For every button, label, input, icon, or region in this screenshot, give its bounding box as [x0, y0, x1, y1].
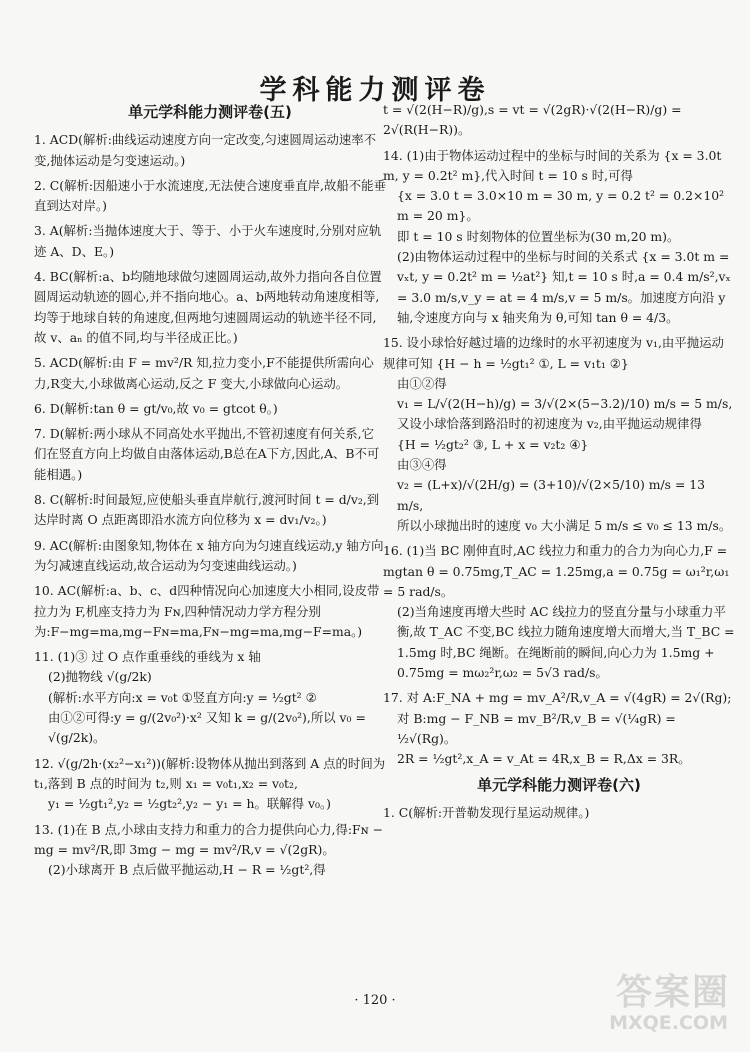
answer-text: 1. ACD(解析:曲线运动速度方向一定改变,匀速圆周运动速率不变,抛体运动是匀变速运动。) — [34, 132, 377, 168]
answer-text: 对 B:mg − F_NB = mv_B²/R,v_B = √(¼gR) = ½√(Rg)。 — [397, 710, 676, 746]
answer-text: (2)当角速度再增大些时 AC 线拉力的竖直分量与小球重力平衡,故 T_AC 不变,BC 线拉力随角速度增大而增大,当 T_BC = 1.5mg 时,BC 绳断。在绳断前的瞬间,向心力为 1.5mg + 0.75mg = mω₂²r,ω₂ = 5√3 rad/s。 — [397, 604, 735, 681]
answer-text: 10. AC(解析:a、b、c、d四种情况向心加速度大小相同,设皮带拉力为 F,机座支持力为 Fɴ,四种情况动力学方程分别为:F−mg=ma,mg−Fɴ=ma,Fɴ−mg=ma,mg−F=ma。) — [34, 583, 380, 639]
section-title: 单元学科能力测评卷(六) — [477, 775, 641, 794]
answer-text: v₂ = (L+x)/√(2H/g) = (3+10)/√(2×5/10) m/s = 13 m/s, — [397, 477, 706, 513]
answer-text: 5. ACD(解析:由 F = mv²/R 知,拉力变小,F不能提供所需向心力,R变大,小球做离心运动,反之 F 变大,小球做向心运动。 — [34, 355, 374, 391]
answer-item — [34, 221, 386, 262]
answer-item — [383, 688, 735, 769]
watermark — [600, 964, 730, 1034]
answer-text: (2)由物体运动过程中的坐标与时间的关系式 {x = 3.0t m = vₓt, y = 0.2t² m = ½at²} 知,t = 10 s 时,a = 0.4 m/s²,vₓ = 3.0 m/s,v_y = at = 4 m/s,v = 5 m/s。加速度方向沿 y 轴,令速度方向与 x 轴夹角为 θ,可知 tan θ = 4/3。 — [397, 249, 731, 325]
answer-text: v₁ = L/√(2(H−h)/g) = 3/√(2×(5−3.2)/10) m/s = 5 m/s, — [397, 396, 733, 412]
answer-item — [34, 754, 386, 815]
answer-item — [34, 267, 386, 348]
answer-text: 由①②得 — [397, 375, 447, 391]
answer-text: y₁ = ½gt₁²,y₂ = ½gt₂²,y₂ − y₁ = h。联解得 v₀。) — [48, 796, 331, 812]
answer-item — [34, 424, 386, 485]
answer-text: 由③④得 — [397, 457, 447, 473]
right-column — [383, 100, 735, 828]
answer-text: 即 t = 10 s 时刻物体的位置坐标为(30 m,20 m)。 — [397, 228, 680, 244]
answer-text: {x = 3.0 t = 3.0×10 m = 30 m, y = 0.2 t² = 0.2×10² m = 20 m}。 — [397, 188, 725, 224]
answer-text: 8. C(解析:时间最短,应使船头垂直岸航行,渡河时间 t = d/v₂,到达岸时离 O 点距离即沿水流方向位移为 x = dv₁/v₂。) — [34, 492, 380, 528]
page-number: · 120 · — [354, 993, 396, 1008]
answer-text: 13. (1)在 B 点,小球由支持力和重力的合力提供向心力,得:Fɴ − mg = mv²/R,即 3mg − mg = mv²/R,v = √(2gR)。 — [34, 821, 383, 857]
answer-item — [34, 353, 386, 394]
answer-item — [383, 541, 735, 683]
answer-text: {H = ½gt₂² ③, L + x = v₂t₂ ④} — [397, 436, 589, 452]
answer-item — [383, 146, 735, 329]
answer-text: 由①②可得:y = g/(2v₀²)·x² 又知 k = g/(2v₀²),所以 v₀ = √(g/2k)。 — [48, 710, 366, 746]
answer-text: 16. (1)当 BC 刚伸直时,AC 线拉力和重力的合力为向心力,F = mgtan θ = 0.75mg,T_AC = 1.25mg,a = 0.75g = ω₁²r,ω₁ = 5 rad/s。 — [383, 543, 730, 599]
watermark-logo: 答案圈 — [615, 972, 730, 1013]
answer-text: 4. BC(解析:a、b均随地球做匀速圆周运动,故外力指向各自位置圆周运动轨迹的圆心,并不指向地心。a、b两地转动角速度相等,均等于地球自转的角速度,但两地匀速圆周运动的轨迹半径不同,故 v、aₙ 的值不同,均与半径成正比。) — [34, 269, 382, 345]
answer-text: 11. (1)③ 过 O 点作重垂线的垂线为 x 轴 — [34, 649, 261, 665]
answer-text: t = √(2(H−R)/g),s = vt = √(2gR)·√(2(H−R)/g) = 2√(R(H−R))。 — [383, 102, 682, 138]
answer-text: 6. D(解析:tan θ = gt/v₀,故 v₀ = gtcot θ。) — [34, 400, 278, 416]
answer-item — [34, 490, 386, 531]
answer-text: 14. (1)由于物体运动过程中的坐标与时间的关系为 {x = 3.0t m, y = 0.2t² m},代入时间 t = 10 s 时,可得 — [383, 147, 722, 183]
answer-item — [34, 176, 386, 217]
left-column — [34, 100, 386, 885]
answer-text: (解析:水平方向:x = v₀t ①竖直方向:y = ½gt² ② — [48, 689, 317, 705]
answer-text: 2. C(解析:因船速小于水流速度,无法使合速度垂直岸,故船不能垂直到达对岸。) — [34, 177, 386, 214]
answer-text: (2)抛物线 √(g/2k) — [48, 669, 152, 685]
page-title: 学科能力测评卷 — [259, 75, 491, 106]
answer-text: 1. C(解析:开普勒发现行星运动规律。) — [383, 804, 590, 820]
answer-text: 15. 设小球恰好越过墙的边缘时的水平初速度为 v₁,由平抛运动规律可知 {H − h = ½gt₁² ①, L = v₁t₁ ②} — [383, 335, 724, 371]
answer-text: 7. D(解析:两小球从不同高处水平抛出,不管初速度有何关系,它们在竖直方向上均做自由落体运动,B总在A下方,因此,A、B不可能相遇。) — [34, 426, 380, 482]
answer-text: 又设小球恰落到路沿时的初速度为 v₂,由平抛运动规律得 — [397, 416, 702, 432]
answer-item — [383, 803, 735, 823]
answer-text: (2)小球离开 B 点后做平抛运动,H − R = ½gt²,得 — [48, 862, 326, 878]
answer-item — [34, 820, 386, 881]
answer-item — [34, 647, 386, 748]
answer-item — [383, 333, 735, 536]
answer-text: 2R = ½gt²,x_A = v_At = 4R,x_B = R,Δx = 3R。 — [397, 751, 691, 767]
answer-item — [34, 581, 386, 642]
section-title: 单元学科能力测评卷(五) — [128, 103, 292, 121]
answer-item — [34, 536, 386, 577]
answer-item — [34, 399, 386, 419]
answer-text: 所以小球抛出时的速度 v₀ 大小满足 5 m/s ≤ v₀ ≤ 13 m/s。 — [397, 517, 732, 533]
answer-item — [34, 130, 386, 171]
answer-text: 12. √(g/2h·(x₂²−x₁²))(解析:设物体从抛出到落到 A 点的时间为 t₁,落到 B 点的时间为 t₂,则 x₁ = v₀t₁,x₂ = v₀t₂, — [34, 755, 386, 791]
answer-item — [383, 100, 735, 141]
answer-text: 3. A(解析:当抛体速度大于、等于、小于火车速度时,分别对应轨迹 A、D、E。) — [34, 223, 382, 259]
answer-text: 17. 对 A:F_NA + mg = mv_A²/R,v_A = √(4gR) = 2√(Rg); — [383, 690, 732, 706]
answer-text: 9. AC(解析:由图象知,物体在 x 轴方向为匀速直线运动,y 轴方向为匀减速直线运动,故合运动为匀变速曲线运动。) — [34, 537, 384, 573]
watermark-url: MXQE.COM — [609, 1012, 728, 1034]
